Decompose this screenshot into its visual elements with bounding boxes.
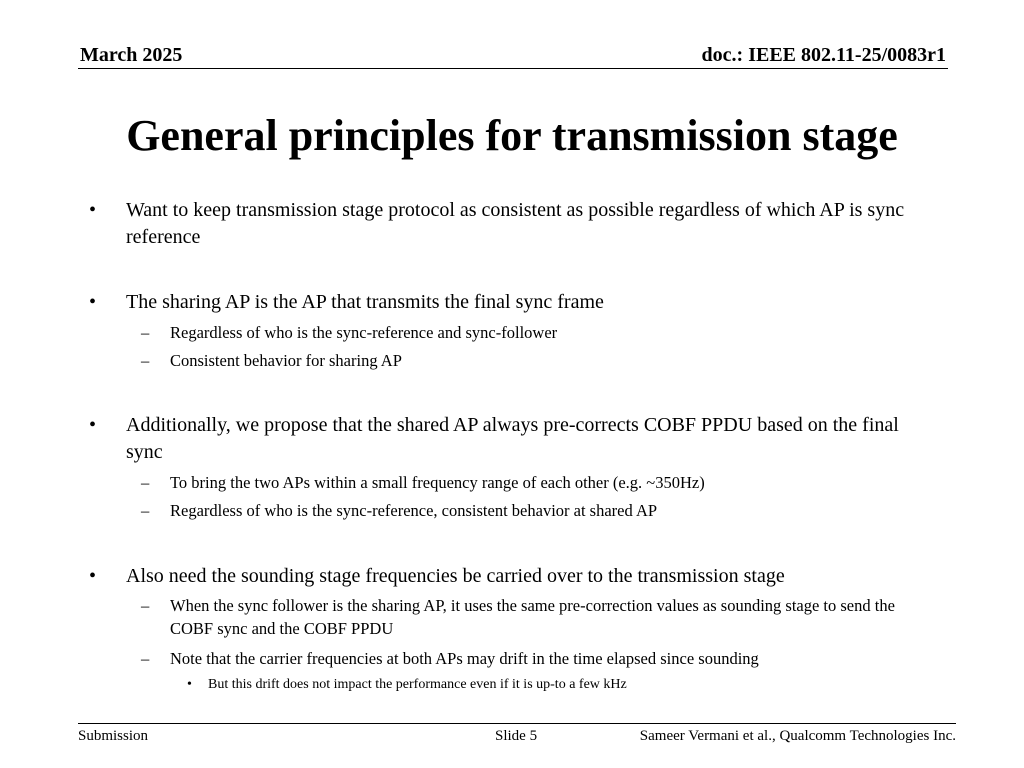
footer-slide-number: Slide 5	[495, 728, 538, 744]
footer-author: Sameer Vermani et al., Qualcomm Technologies Inc.	[639, 728, 956, 744]
bullet-2-sub-1: – Regardless of who is the sync-reference and sync-follower	[170, 321, 930, 344]
bullet-4-sub-1: – When the sync follower is the sharing AP, it uses the same pre-correction values as sounding stage to send the COBF sync and the COBF PPDU	[170, 594, 930, 640]
header-date: March 2025	[80, 44, 183, 66]
slide-title: General principles for transmission stage	[126, 111, 898, 160]
bullet-4-subsub-1: • But this drift does not impact the performance even if it is up-to a few kHz	[208, 675, 928, 694]
bullet-4-sub-2: – Note that the carrier frequencies at both APs may drift in the time elapsed since sounding	[170, 647, 930, 670]
footer-submission: Submission	[78, 728, 149, 744]
header-doc-id: doc.: IEEE 802.11-25/0083r1	[701, 44, 946, 66]
footer-rule	[78, 723, 956, 724]
bullet-3: • Additionally, we propose that the shared AP always pre-corrects COBF PPDU based on the final sync	[126, 412, 931, 466]
bullet-4: • Also need the sounding stage frequencies be carried over to the transmission stage	[126, 563, 931, 590]
bullet-3-sub-2: – Regardless of who is the sync-reference, consistent behavior at shared AP	[170, 499, 930, 522]
bullet-2: • The sharing AP is the AP that transmits the final sync frame	[126, 289, 931, 316]
bullet-1: • Want to keep transmission stage protocol as consistent as possible regardless of which AP is sync reference	[126, 197, 931, 251]
bullet-3-sub-1: – To bring the two APs within a small frequency range of each other (e.g. ~350Hz)	[170, 471, 930, 494]
bullet-2-sub-2: – Consistent behavior for sharing AP	[170, 349, 930, 372]
